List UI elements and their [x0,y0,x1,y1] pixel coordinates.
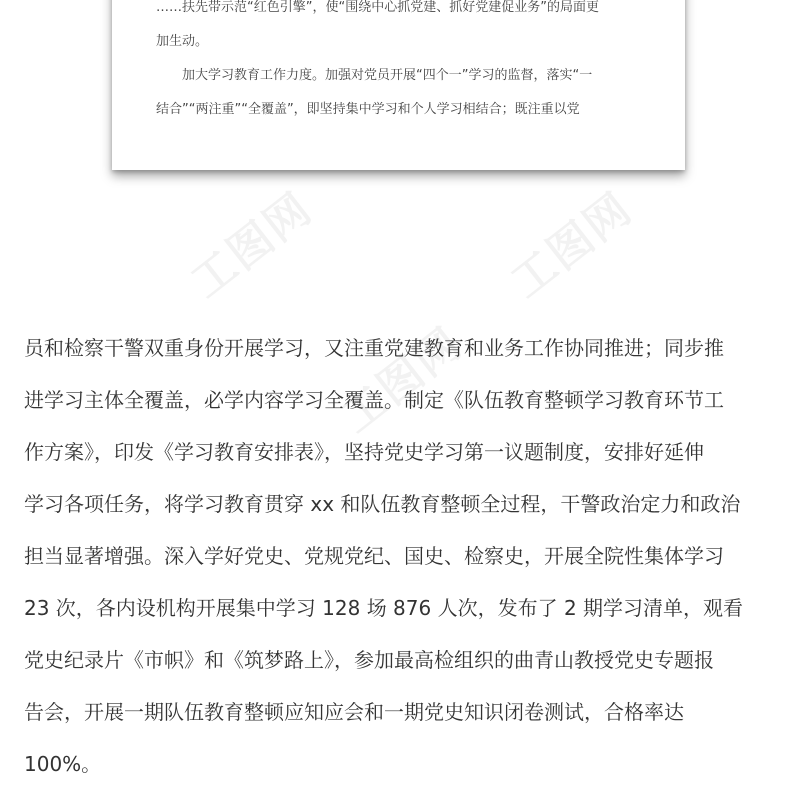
body-line-1: 员和检察干警双重身份开展学习，又注重党建教育和业务工作协同推进；同步推 [24,336,724,360]
card-line-1: ……扶先带示范“红色引擎”，使“围绕中心抓党建、抓好党建促业务”的局面更 [156,0,599,15]
body-line-7: 党史纪录片《市帜》和《筑梦路上》，参加最高检组织的曲青山教授党史专题报 [24,648,714,672]
document-card [112,0,685,170]
watermark: 工图网 [331,317,472,444]
card-line-2: 加生动。 [156,34,209,49]
body-line-3: 作方案》，印发《学习教育安排表》，坚持党史学习第一议题制度，安排好延伸 [24,440,704,464]
body-line-4: 学习各项任务，将学习教育贯穿 xx 和队伍教育整顿全过程，干警政治定力和政治 [24,492,741,516]
body-text [24,322,784,790]
body-line-9: 100%。 [24,752,102,776]
card-text [156,0,647,127]
card-line-3: 加大学习教育工作力度。加强对党员开展“四个一”学习的监督，落实“一 [182,68,593,83]
watermark: 工图网 [501,182,642,309]
body-line-5: 担当显著增强。深入学好党史、党规党纪、国史、检察史，开展全院性集体学习 [24,544,724,568]
card-line-4: 结合”“两注重”“全覆盖”，即坚持集中学习和个人学习相结合；既注重以党 [156,102,580,117]
body-line-6: 23 次，各内设机构开展集中学习 128 场 876 人次，发布了 2 期学习清单，观看 [24,596,744,620]
body-line-2: 进学习主体全覆盖，必学内容学习全覆盖。制定《队伍教育整顿学习教育环节工 [24,388,724,412]
body-line-8: 告会，开展一期队伍教育整顿应知应会和一期党史知识闭卷测试，合格率达 [24,700,684,724]
watermark: 工图网 [181,182,322,309]
